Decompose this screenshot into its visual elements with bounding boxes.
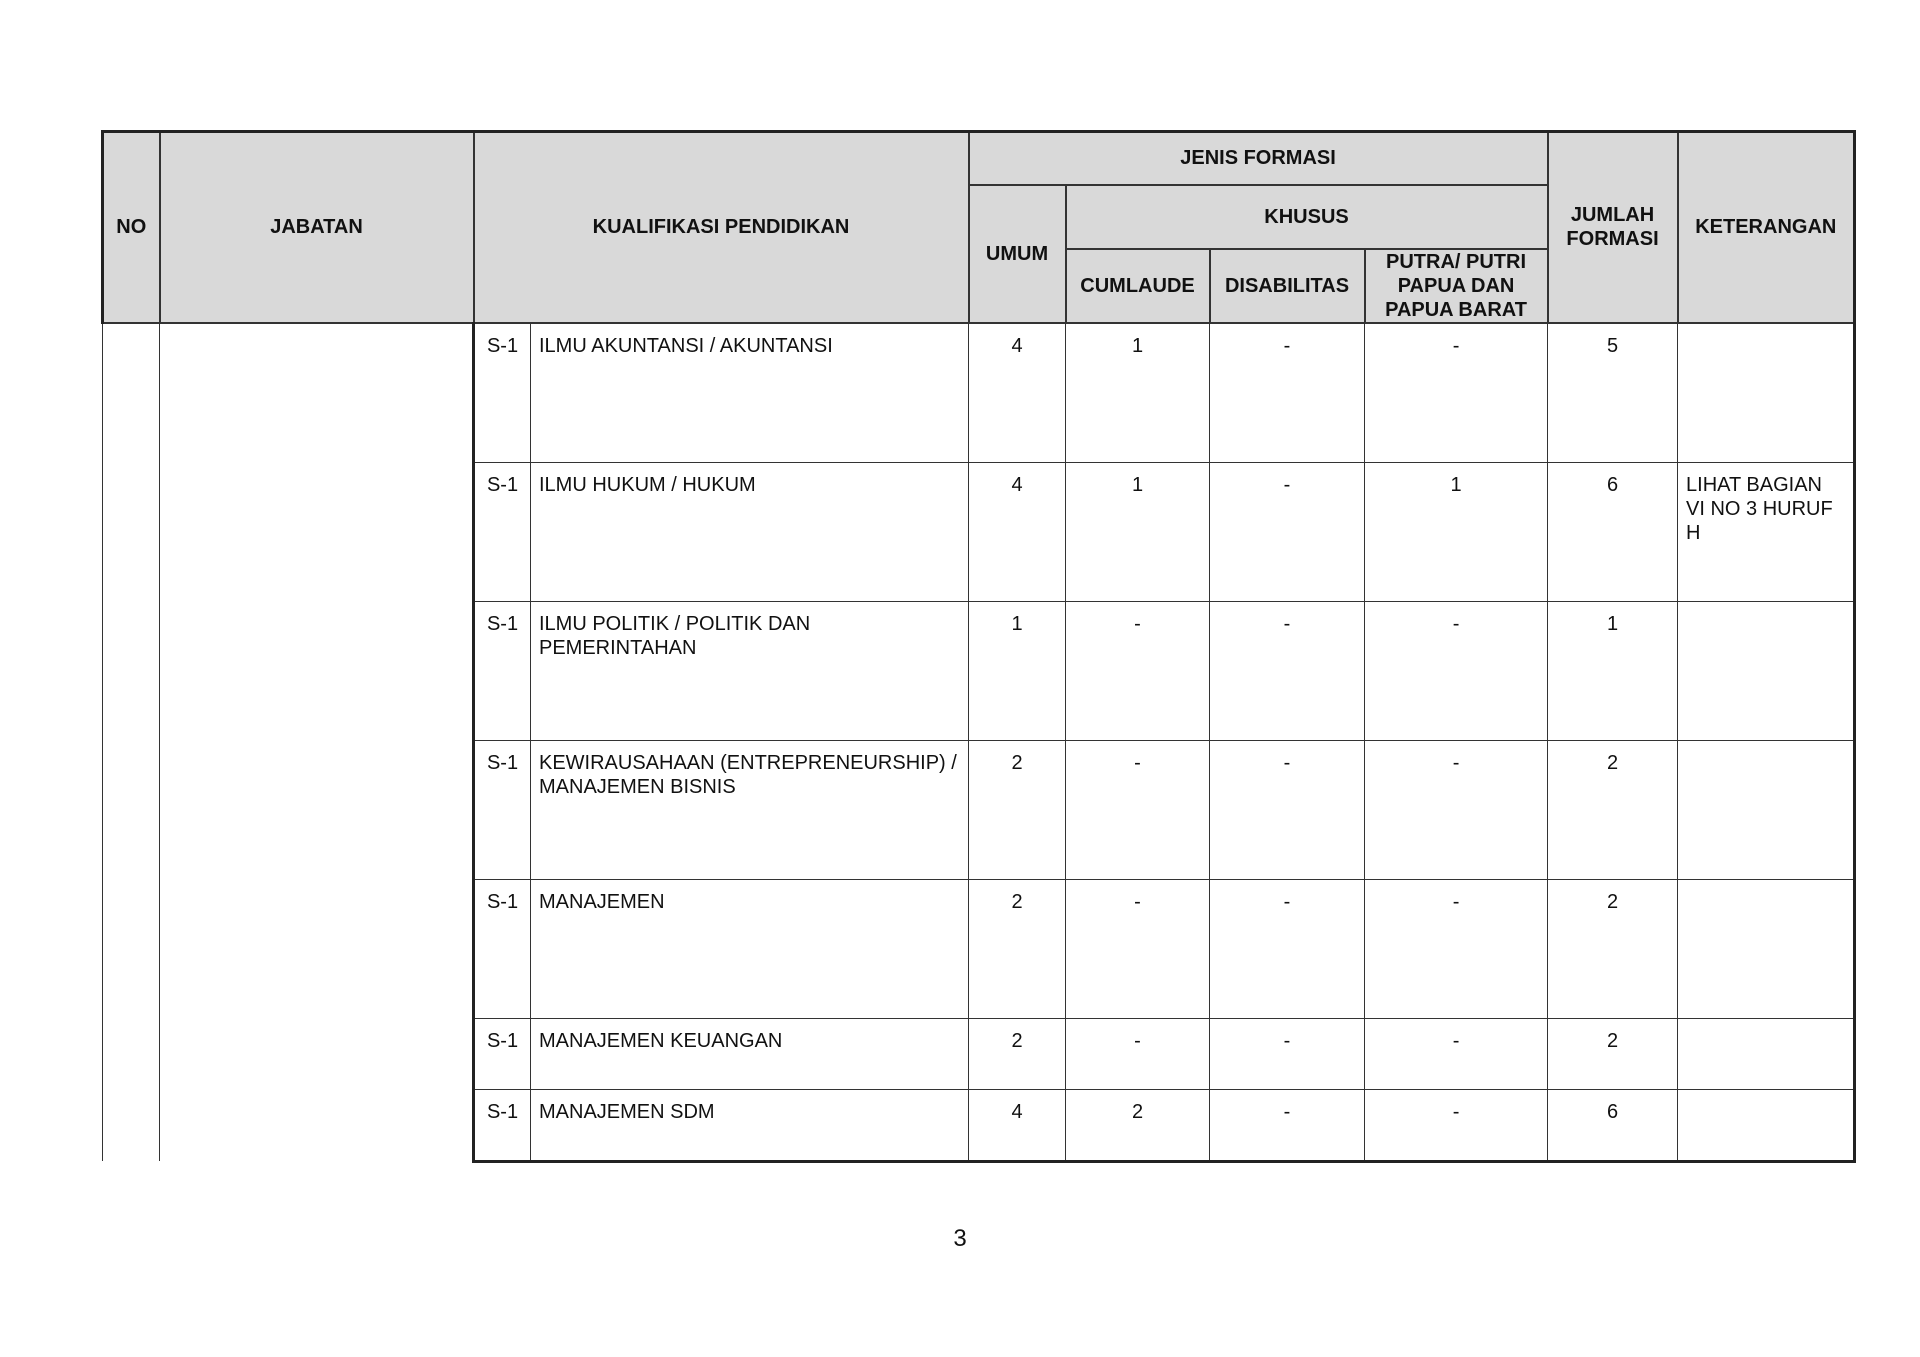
keterangan-cell: LIHAT BAGIAN VI NO 3 HURUF H [1678, 462, 1855, 601]
putra-putri-cell: - [1365, 323, 1548, 463]
header-umum: UMUM [969, 185, 1066, 323]
umum-cell: 4 [969, 462, 1066, 601]
formasi-table [101, 130, 1856, 1163]
putra-putri-cell: - [1365, 740, 1548, 879]
kualifikasi-cell: ILMU POLITIK / POLITIK DAN PEMERINTAHAN [531, 601, 969, 740]
cumlaude-cell: - [1066, 601, 1210, 740]
jumlah-cell: 2 [1548, 740, 1678, 879]
header-jumlah-formasi: JUMLAH FORMASI [1548, 132, 1678, 323]
jumlah-cell: 5 [1548, 323, 1678, 463]
keterangan-cell [1678, 601, 1855, 740]
keterangan-cell [1678, 740, 1855, 879]
level-cell: S-1 [474, 740, 531, 879]
jabatan-cell [160, 323, 474, 1162]
kualifikasi-cell: KEWIRAUSAHAAN (ENTREPRENEURSHIP) / MANAJEMEN BISNIS [531, 740, 969, 879]
header-no: NO [103, 132, 160, 323]
kualifikasi-cell: MANAJEMEN SDM [531, 1089, 969, 1161]
level-cell: S-1 [474, 601, 531, 740]
header-kualifikasi-pendidikan: KUALIFIKASI PENDIDIKAN [474, 132, 969, 323]
header-jenis-formasi: JENIS FORMASI [969, 132, 1548, 185]
table-body [103, 323, 1855, 1162]
page-number: 3 [953, 1225, 967, 1252]
cumlaude-cell: - [1066, 879, 1210, 1018]
umum-cell: 1 [969, 601, 1066, 740]
jumlah-cell: 1 [1548, 601, 1678, 740]
kualifikasi-cell: MANAJEMEN [531, 879, 969, 1018]
disabilitas-cell: - [1210, 1089, 1365, 1161]
no-cell [103, 323, 160, 1162]
level-cell: S-1 [474, 1089, 531, 1161]
keterangan-cell [1678, 323, 1855, 463]
keterangan-cell [1678, 879, 1855, 1018]
level-cell: S-1 [474, 879, 531, 1018]
disabilitas-cell: - [1210, 740, 1365, 879]
putra-putri-cell: - [1365, 879, 1548, 1018]
disabilitas-cell: - [1210, 323, 1365, 463]
header-jabatan: JABATAN [160, 132, 474, 323]
disabilitas-cell: - [1210, 601, 1365, 740]
putra-putri-cell: - [1365, 1018, 1548, 1089]
umum-cell: 2 [969, 740, 1066, 879]
header-cumlaude: CUMLAUDE [1066, 249, 1210, 323]
jumlah-cell: 2 [1548, 1018, 1678, 1089]
cumlaude-cell: 1 [1066, 462, 1210, 601]
putra-putri-cell: - [1365, 1089, 1548, 1161]
cumlaude-cell: - [1066, 1018, 1210, 1089]
level-cell: S-1 [474, 323, 531, 463]
putra-putri-cell: - [1365, 601, 1548, 740]
level-cell: S-1 [474, 1018, 531, 1089]
table-header [103, 132, 1855, 323]
disabilitas-cell: - [1210, 1018, 1365, 1089]
umum-cell: 2 [969, 1018, 1066, 1089]
umum-cell: 4 [969, 323, 1066, 463]
cumlaude-cell: 2 [1066, 1089, 1210, 1161]
jumlah-cell: 6 [1548, 1089, 1678, 1161]
header-keterangan: KETERANGAN [1678, 132, 1855, 323]
umum-cell: 2 [969, 879, 1066, 1018]
keterangan-cell [1678, 1018, 1855, 1089]
umum-cell: 4 [969, 1089, 1066, 1161]
cumlaude-cell: 1 [1066, 323, 1210, 463]
keterangan-cell [1678, 1089, 1855, 1161]
jumlah-cell: 2 [1548, 879, 1678, 1018]
level-cell: S-1 [474, 462, 531, 601]
table-row [103, 323, 1855, 463]
header-putra-putri-papua: PUTRA/ PUTRI PAPUA DAN PAPUA BARAT [1365, 249, 1548, 323]
putra-putri-cell: 1 [1365, 462, 1548, 601]
disabilitas-cell: - [1210, 462, 1365, 601]
kualifikasi-cell: ILMU HUKUM / HUKUM [531, 462, 969, 601]
kualifikasi-cell: MANAJEMEN KEUANGAN [531, 1018, 969, 1089]
kualifikasi-cell: ILMU AKUNTANSI / AKUNTANSI [531, 323, 969, 463]
cumlaude-cell: - [1066, 740, 1210, 879]
jumlah-cell: 6 [1548, 462, 1678, 601]
header-disabilitas: DISABILITAS [1210, 249, 1365, 323]
disabilitas-cell: - [1210, 879, 1365, 1018]
header-khusus: KHUSUS [1066, 185, 1548, 249]
